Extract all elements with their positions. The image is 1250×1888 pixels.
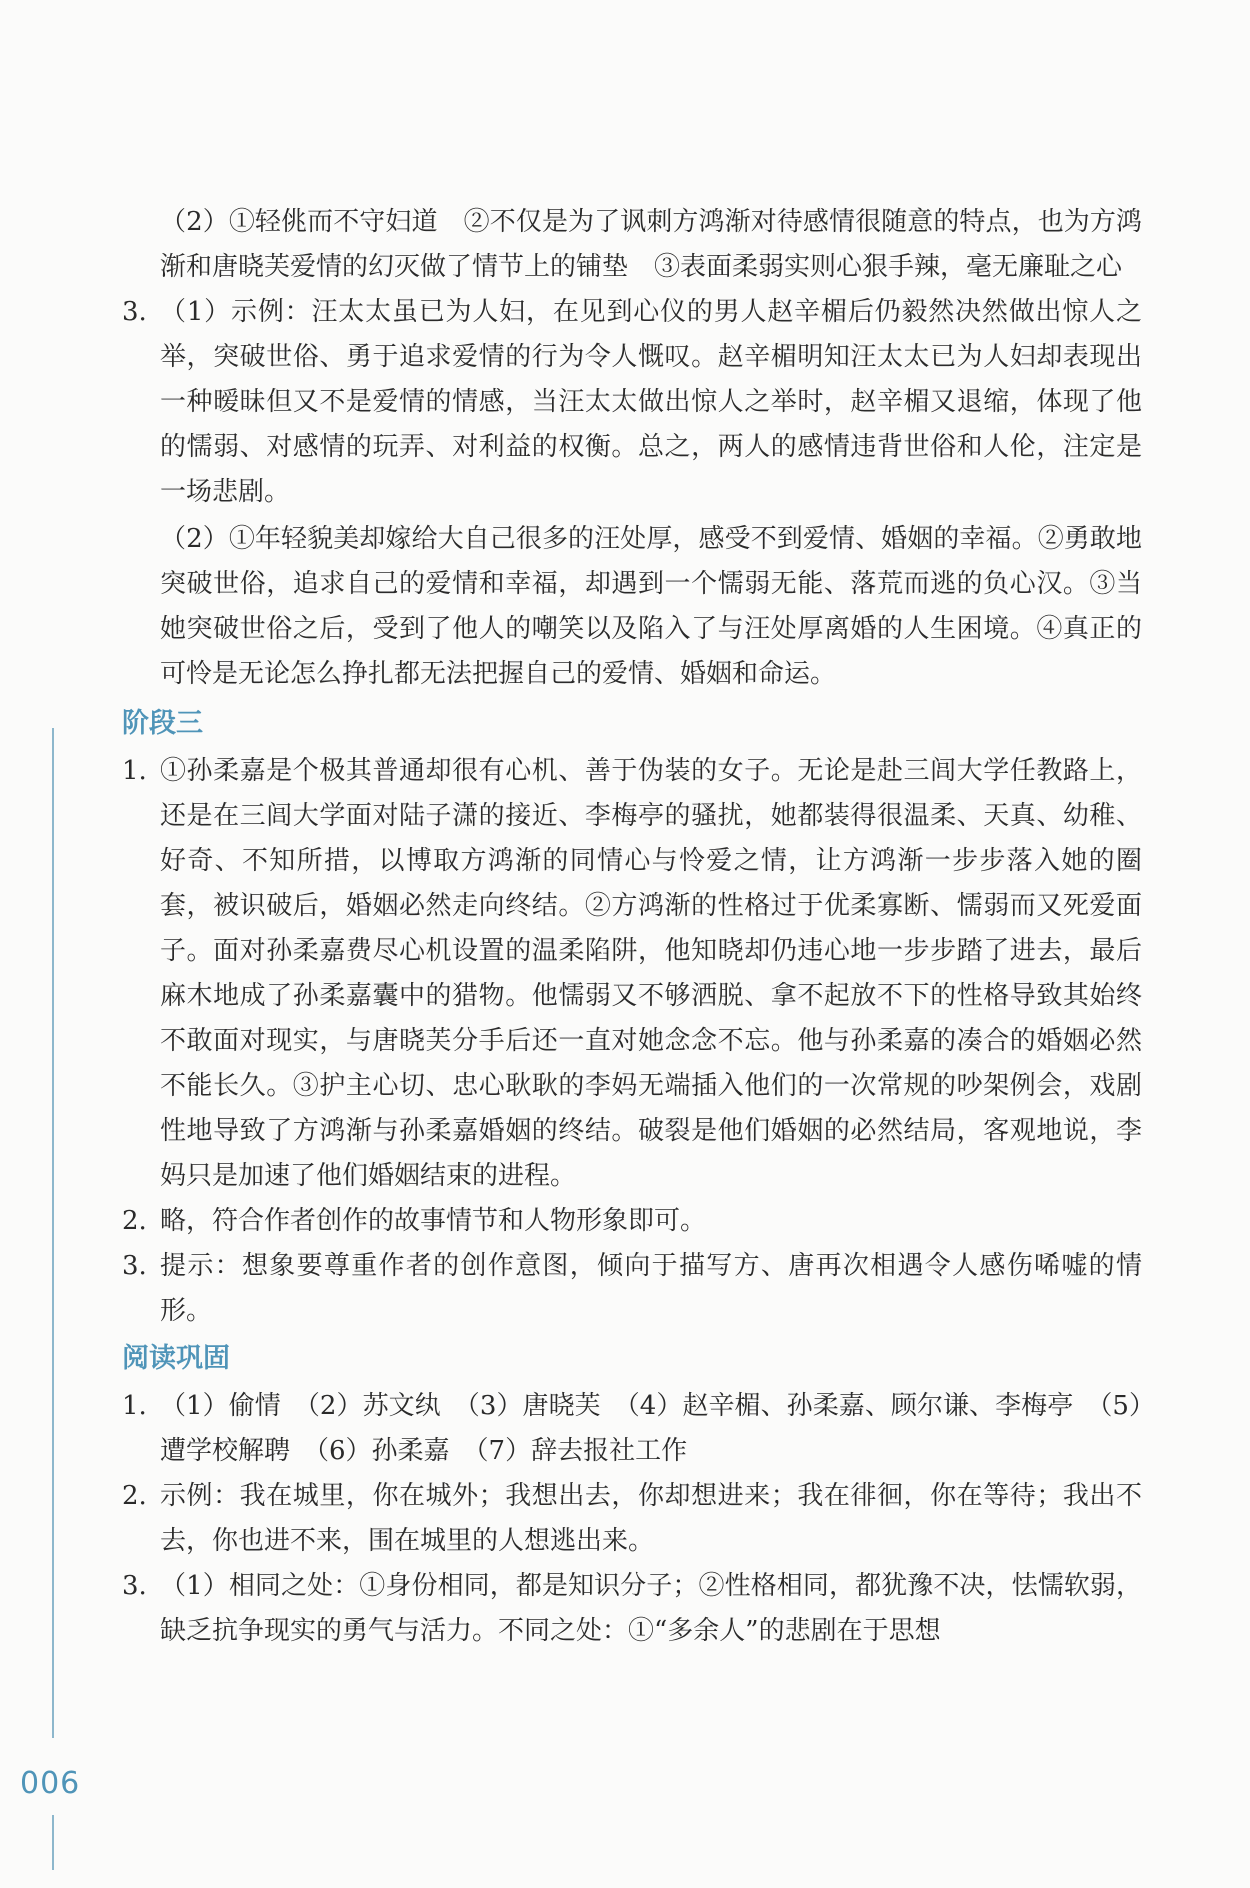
item-number: 1.: [122, 756, 147, 786]
item-text: ①孙柔嘉是个极其普通却很有心机、善于伪装的女子。无论是赴三闾大学任教路上，还是在三闾大学面对陆子潇的接近、李梅亭的骚扰，她都装得很温柔、天真、幼稚、好奇、不知所措，以博取方鸿渐的同情心与怜爱之情，让方鸿渐一步步落入她的圈套，被识破后，婚姻必然走向终结。②方鸿渐的性格过于优柔寡断、懦弱而又死爱面子。面对孙柔嘉费尽心机设置的温柔陷阱，他知晓却仍违心地一步步踏了进去，最后麻木地成了孙柔嘉囊中的猎物。他懦弱又不够洒脱、拿不起放不下的性格导致其始终不敢面对现实，与唐晓芙分手后还一直对她念念不忘。他与孙柔嘉的凑合的婚姻必然不能长久。③护主心切、忠心耿耿的李妈无端插入他们的一次常规的吵架例会，戏剧性地导致了方鸿渐与孙柔嘉婚姻的终结。破裂是他们婚姻的必然结局，客观地说，李妈只是加速了他们婚姻结束的进程。: [160, 756, 1142, 1191]
item-text: （1）偷情 （2）苏文纨 （3）唐晓芙 （4）赵辛楣、孙柔嘉、顾尔谦、李梅亭 （5）遭学校解聘 （6）孙柔嘉 （7）辞去报社工作: [160, 1391, 1142, 1466]
item-text: 略，符合作者创作的故事情节和人物形象即可。: [160, 1206, 707, 1236]
answer-item-3: [122, 290, 1142, 515]
answer-paragraph: （2）①轻佻而不守妇道 ②不仅是为了讽刺方鸿渐对待感情很随意的特点，也为方鸿渐和唐晓芙爱情的幻灭做了情节上的铺垫 ③表面柔弱实则心狠手辣，毫无廉耻之心: [160, 207, 1142, 282]
item-text: 提示：想象要尊重作者的创作意图，倾向于描写方、唐再次相遇令人感伤唏嘘的情形。: [160, 1251, 1142, 1326]
item-number: 3.: [122, 1571, 147, 1601]
answer-paragraph: （2）①年轻貌美却嫁给大自己很多的汪处厚，感受不到爱情、婚姻的幸福。②勇敢地突破世俗，追求自己的爱情和幸福，却遇到一个懦弱无能、落荒而逃的负心汉。③当她突破世俗之后，受到了他人的嘲笑以及陷入了与汪处厚离婚的人生困境。④真正的可怜是无论怎么挣扎都无法把握自己的爱情、婚姻和命运。: [160, 524, 1142, 689]
answer-item-2: [122, 1199, 1142, 1244]
page-number: 006: [20, 1766, 81, 1801]
answer-item-1: [122, 1384, 1142, 1474]
item-number: 3.: [122, 1251, 147, 1281]
answer-item-3: [122, 1244, 1142, 1334]
margin-rule-bottom: [52, 1815, 54, 1870]
item-number: 2.: [122, 1206, 147, 1236]
item-number: 2.: [122, 1481, 147, 1511]
section-heading: 阶段三: [122, 708, 203, 739]
answer-item-2: [122, 1474, 1142, 1564]
item-text: （1）示例：汪太太虽已为人妇，在见到心仪的男人赵辛楣后仍毅然决然做出惊人之举，突破世俗、勇于追求爱情的行为令人慨叹。赵辛楣明知汪太太已为人妇却表现出一种暧昧但又不是爱情的情感，当汪太太做出惊人之举时，赵辛楣又退缩，体现了他的懦弱、对感情的玩弄、对利益的权衡。总之，两人的感情违背世俗和人伦，注定是一场悲剧。: [160, 297, 1142, 507]
answer-item-1: [122, 749, 1142, 1199]
answer-content: [122, 200, 1142, 1654]
item-text: （1）相同之处：①身份相同，都是知识分子；②性格相同，都犹豫不决，怯懦软弱，缺乏抗争现实的勇气与活力。不同之处：①“多余人”的悲剧在于思想: [160, 1571, 1142, 1646]
item-number: 1.: [122, 1391, 147, 1421]
item-number: 3.: [122, 297, 147, 327]
section-heading: 阅读巩固: [122, 1343, 230, 1374]
item-text: 示例：我在城里，你在城外；我想出去，你却想进来；我在徘徊，你在等待；我出不去，你也进不来，围在城里的人想逃出来。: [160, 1481, 1142, 1556]
answer-item-3: [122, 1564, 1142, 1654]
margin-rule: [52, 728, 54, 1738]
